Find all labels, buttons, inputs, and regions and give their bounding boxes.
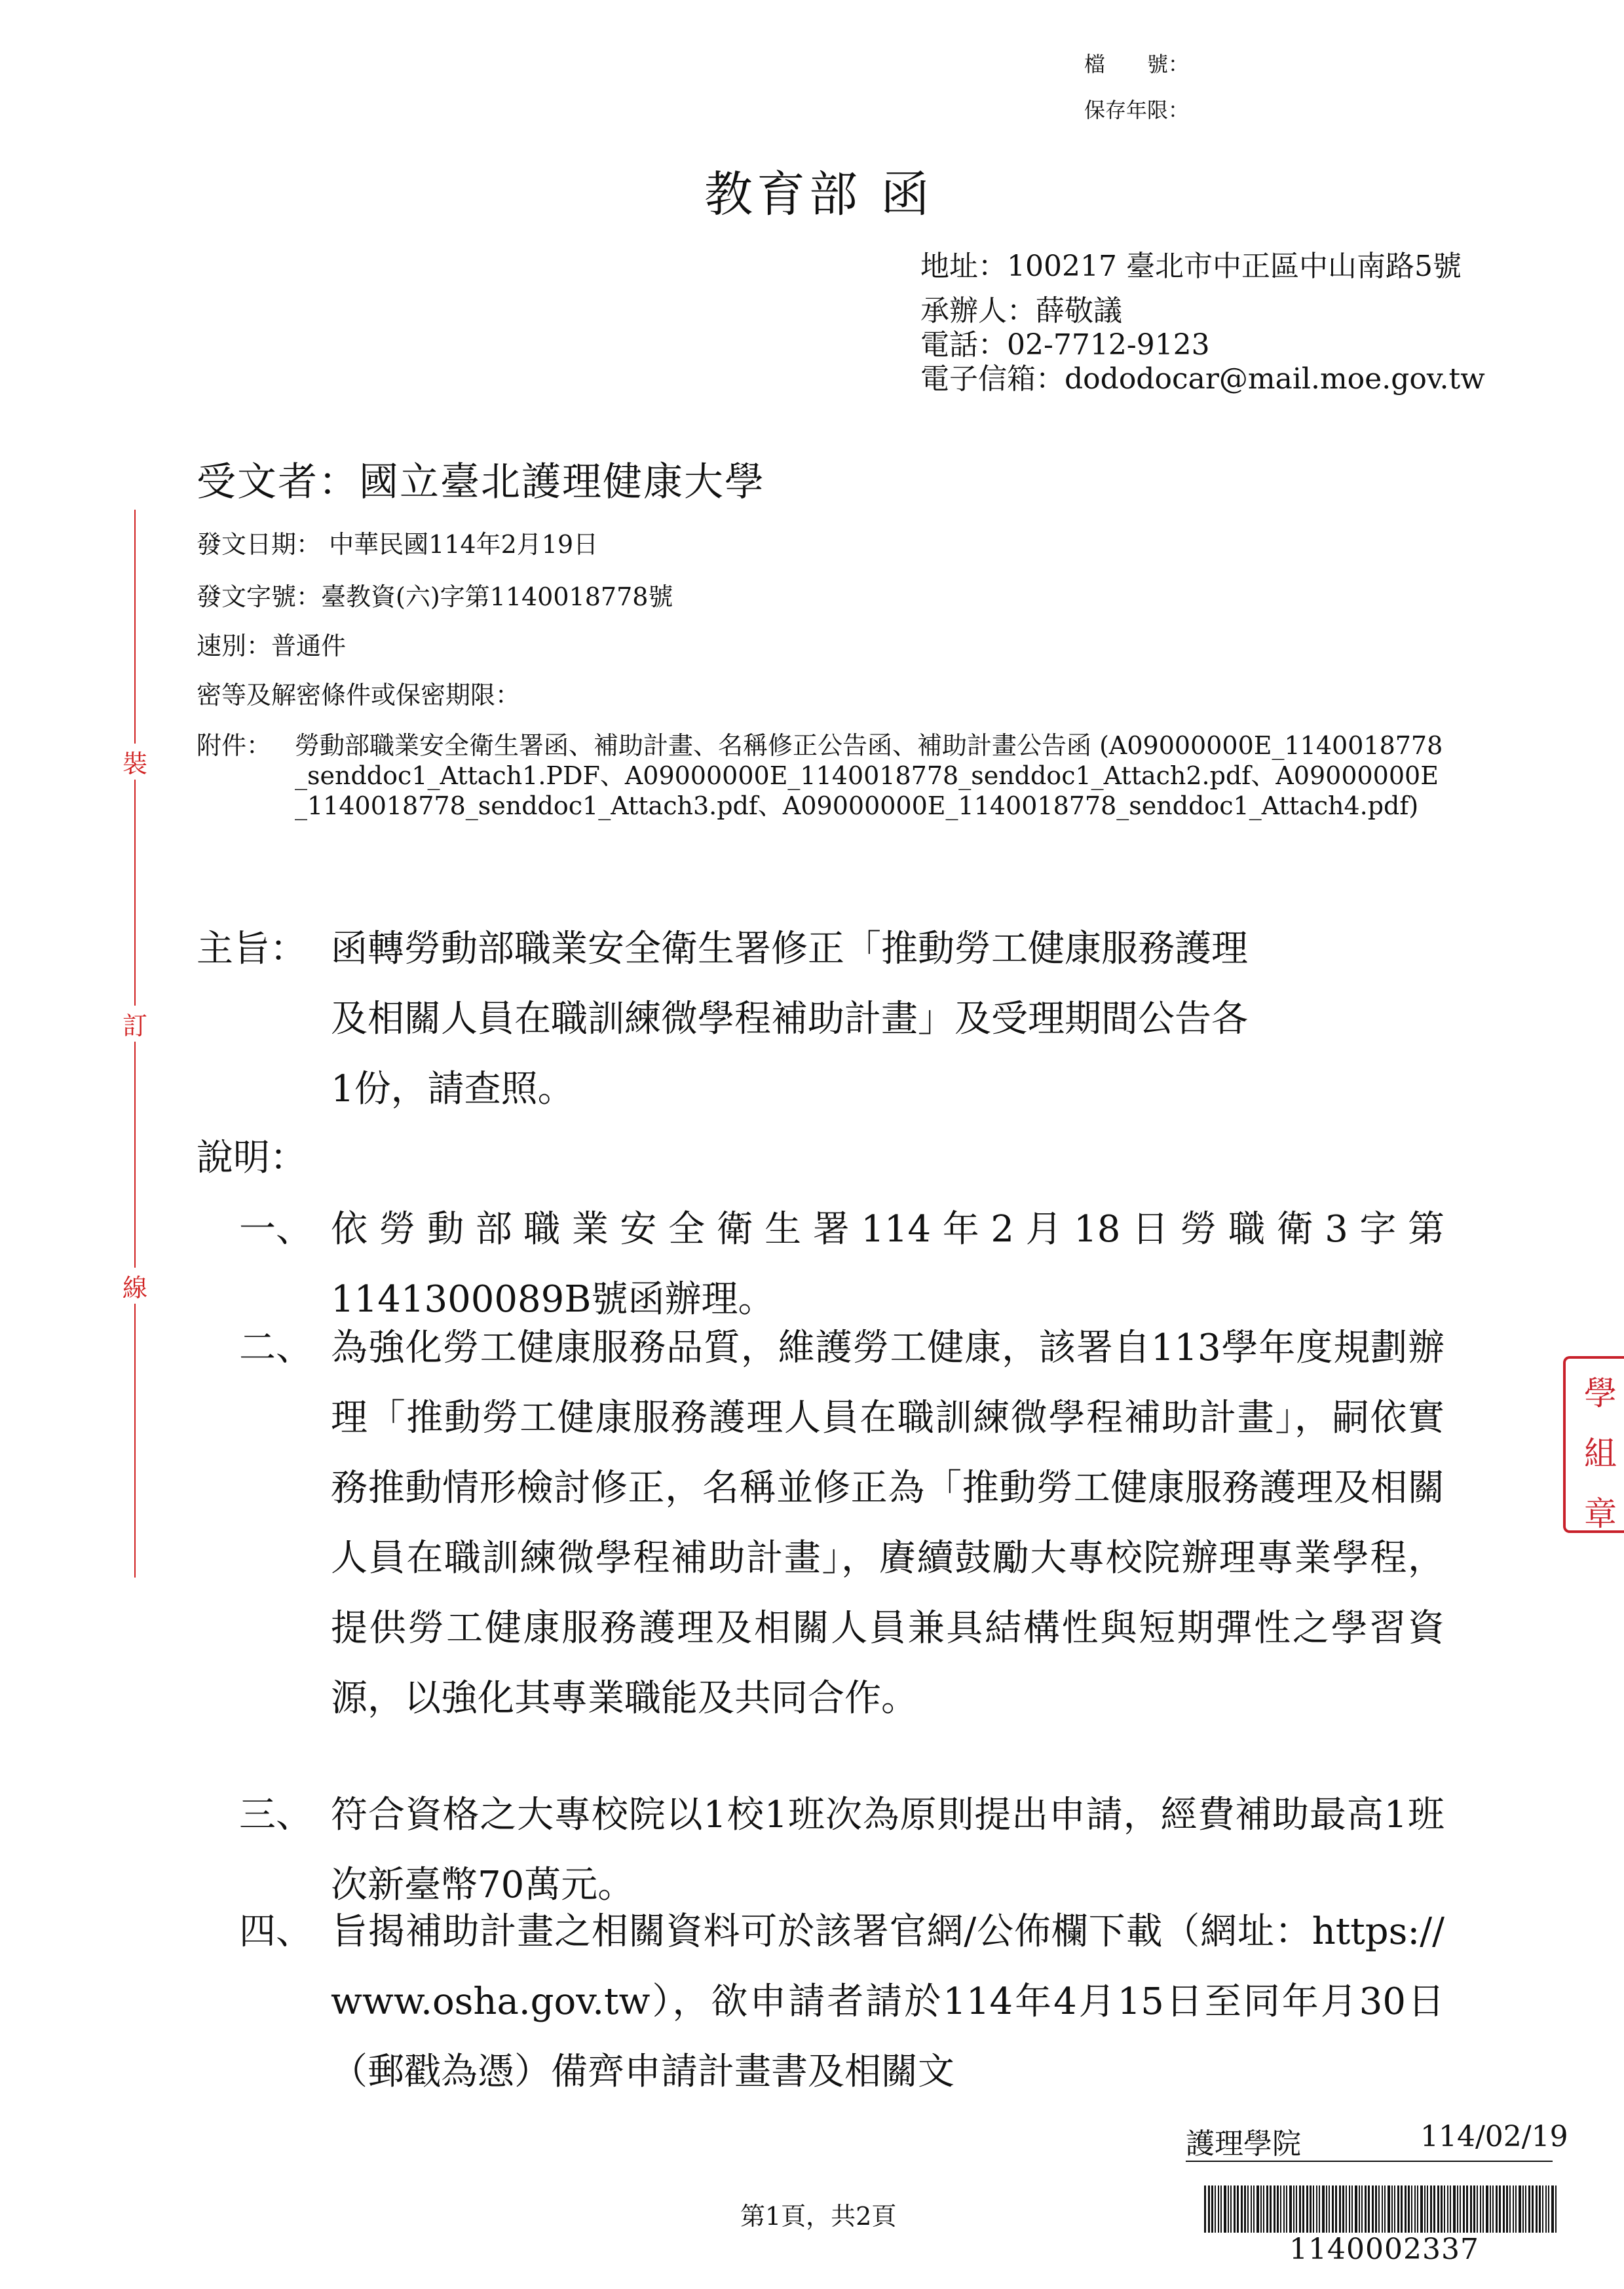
barcode-bar (1496, 2185, 1498, 2233)
barcode-bar (1283, 2185, 1285, 2233)
barcode-bar (1522, 2185, 1524, 2233)
barcode-bar (1450, 2185, 1451, 2233)
barcode-bar (1339, 2185, 1341, 2233)
barcode-bar (1204, 2185, 1206, 2233)
barcode-bar (1208, 2185, 1210, 2233)
barcode-bar (1355, 2185, 1357, 2233)
barcode-bar (1322, 2185, 1325, 2233)
barcode-bar (1424, 2185, 1426, 2233)
barcode-bar (1420, 2185, 1423, 2233)
barcode-bar (1244, 2185, 1246, 2233)
barcode-bar (1368, 2185, 1370, 2233)
barcode-bar (1253, 2185, 1255, 2233)
barcode-bar (1542, 2185, 1543, 2233)
barcode-bar (1490, 2185, 1491, 2233)
barcode-bar (1316, 2185, 1317, 2233)
barcode-bar (1414, 2185, 1416, 2233)
explanation-label: 說明： (197, 1137, 307, 1179)
item-number: 二、 (239, 1327, 312, 1369)
barcode-bar (1499, 2185, 1501, 2233)
barcode-bar (1548, 2185, 1549, 2233)
barcode-bar (1274, 2185, 1275, 2233)
subject-label: 主旨： (197, 928, 307, 970)
barcode-bar (1266, 2185, 1268, 2233)
issue-date: 發文日期： 中華民國114年2月19日 (197, 530, 599, 559)
receiving-unit: 護理學院 (1186, 2127, 1301, 2161)
attachment-list: 勞動部職業安全衛生署函、補助計畫、名稱修正公告函、補助計畫公告函 (A09000000E_1140018778_senddoc1_Attach1.PDF、A09000000E_1140018778_senddoc1_Attach2.pdf、A09000000E_1140018778_senddoc1_Attach3.pdf、A09000000E_1140018778_senddoc1_Attach4.pdf) (295, 731, 1443, 820)
barcode-bar (1351, 2185, 1353, 2233)
barcode-bar (1335, 2185, 1337, 2233)
barcode-bar (1263, 2185, 1264, 2233)
retention-period-label: 保存年限： (1084, 98, 1190, 123)
barcode-bar (1470, 2185, 1472, 2233)
barcode-bar (1486, 2185, 1488, 2233)
barcode-bar (1302, 2185, 1304, 2233)
barcode-bar (1270, 2185, 1272, 2233)
barcode-bar (1388, 2185, 1390, 2233)
document-number: 發文字號：臺教資(六)字第1140018778號 (197, 582, 673, 611)
barcode-bar (1463, 2185, 1465, 2233)
barcode-bar (1401, 2185, 1403, 2233)
item-number: 一、 (239, 1208, 312, 1251)
secrecy-level: 密等及解密條件或保密期限： (197, 681, 521, 709)
barcode-bar (1228, 2185, 1229, 2233)
page-number: 第1頁，共2頁 (740, 2202, 897, 2231)
barcode-bar (1277, 2185, 1279, 2233)
barcode-bar (1319, 2185, 1320, 2233)
barcode-bar (1299, 2185, 1301, 2233)
barcode-bar (1444, 2185, 1445, 2233)
barcode-bar (1310, 2185, 1312, 2233)
barcode-bar (1536, 2185, 1538, 2233)
document-title: 教育部 函 (704, 166, 934, 223)
barcode-bar (1211, 2185, 1213, 2233)
barcode-bar (1234, 2185, 1236, 2233)
barcode-bar (1473, 2185, 1475, 2233)
barcode-bar (1411, 2185, 1412, 2233)
barcode-bar (1539, 2185, 1541, 2233)
barcode-bar (1218, 2185, 1219, 2233)
item-number: 四、 (239, 1910, 312, 1953)
subject-line: 1份，請查照。 (331, 1068, 575, 1110)
barcode-bar (1515, 2185, 1517, 2233)
barcode-bar (1482, 2185, 1484, 2233)
recipient: 受文者：國立臺北護理健康大學 (197, 459, 765, 505)
barcode-bar (1528, 2185, 1530, 2233)
barcode-bar (1365, 2185, 1367, 2233)
barcode-bar (1342, 2185, 1344, 2233)
barcode-bar (1230, 2185, 1232, 2233)
email: 電子信箱：dododocar@mail.moe.gov.tw (920, 362, 1485, 396)
barcode-bar (1447, 2185, 1448, 2233)
barcode-bar (1427, 2185, 1428, 2233)
barcode-bar (1509, 2185, 1511, 2233)
barcode-bar (1506, 2185, 1508, 2233)
seal-char: 學 (1584, 1374, 1617, 1412)
barcode-bar (1241, 2185, 1243, 2233)
barcode-bar (1513, 2185, 1514, 2233)
barcode-bar (1346, 2185, 1347, 2233)
explanation-item: 為強化勞工健康服務品質，維護勞工健康，該署自113學年度規劃辦理「推動勞工健康服務護理人員在職訓練微學程補助計畫」，嗣依實務推動情形檢討修正，名稱並修正為「推動勞工健康服務護理及相關人員在職訓練微學程補助計畫」，賡續鼓勵大專校院辦理專業學程，提供勞工健康服務護理及相關人員兼具結構性與短期彈性之學習資源，以強化其專業職能及共同合作。 (331, 1327, 1445, 1720)
barcode-bar (1260, 2185, 1262, 2233)
barcode-bar (1378, 2185, 1380, 2233)
explanation-item: 依勞動部職業安全衛生署114年2月18日勞職衛3字第1141300089B號函辦理。 (331, 1208, 1445, 1321)
barcode-bar (1224, 2185, 1226, 2233)
receiving-date: 114/02/19 (1420, 2120, 1568, 2153)
barcode-bar (1280, 2185, 1281, 2233)
barcode-bar (1532, 2185, 1534, 2233)
barcode-bar (1503, 2185, 1505, 2233)
barcode-bar (1384, 2185, 1386, 2233)
barcode-bar (1349, 2185, 1350, 2233)
barcode-bar (1466, 2185, 1468, 2233)
subject-line: 函轉勞動部職業安全衛生署修正「推動勞工健康服務護理 (331, 928, 1248, 970)
barcode-bar (1480, 2185, 1481, 2233)
binding-mark-zhuang: 裝 (122, 744, 148, 780)
barcode-bar (1382, 2185, 1383, 2233)
barcode-bar (1313, 2185, 1314, 2233)
seal-char: 章 (1584, 1495, 1617, 1533)
barcode-bar (1437, 2185, 1439, 2233)
barcode (1204, 2185, 1558, 2233)
barcode-bar (1433, 2185, 1435, 2233)
barcode-bar (1397, 2185, 1399, 2233)
barcode-bar (1237, 2185, 1239, 2233)
barcode-bar (1441, 2185, 1443, 2233)
barcode-bar (1375, 2185, 1377, 2233)
stamp-divider (1186, 2161, 1553, 2162)
seal-char: 組 (1584, 1435, 1617, 1473)
barcode-bar (1453, 2185, 1456, 2233)
barcode-bar (1286, 2185, 1287, 2233)
address: 地址：100217 臺北市中正區中山南路5號 (920, 250, 1462, 283)
barcode-bar (1405, 2185, 1407, 2233)
barcode-bar (1251, 2185, 1252, 2233)
barcode-bar (1430, 2185, 1432, 2233)
barcode-bar (1361, 2185, 1363, 2233)
barcode-bar (1551, 2185, 1554, 2233)
barcode-bar (1457, 2185, 1458, 2233)
barcode-bar (1519, 2185, 1521, 2233)
barcode-bar (1477, 2185, 1478, 2233)
barcode-bar (1306, 2185, 1308, 2233)
barcode-bar (1293, 2185, 1294, 2233)
barcode-bar (1372, 2185, 1374, 2233)
item-number: 三、 (239, 1794, 312, 1836)
barcode-bar (1247, 2185, 1249, 2233)
barcode-bar (1215, 2185, 1216, 2233)
barcode-bar (1326, 2185, 1327, 2233)
barcode-bar (1545, 2185, 1547, 2233)
phone: 電話：02-7712-9123 (920, 328, 1210, 362)
barcode-bar (1220, 2185, 1222, 2233)
file-number-label: 檔 號： (1084, 52, 1190, 77)
red-seal-stamp (1563, 1356, 1624, 1533)
attachment-label: 附件： (197, 731, 272, 760)
binding-mark-ding: 訂 (122, 1006, 148, 1042)
barcode-bar (1525, 2185, 1526, 2233)
handler: 承辦人：薛敬議 (920, 294, 1122, 328)
barcode-bar (1492, 2185, 1494, 2233)
barcode-bar (1394, 2185, 1395, 2233)
barcode-bar (1460, 2185, 1461, 2233)
explanation-item: 旨揭補助計畫之相關資料可於該署官網/公佈欄下載（網址：https://www.osha.gov.tw），欲申請者請於114年4月15日至同年月30日（郵戳為憑）備齊申請計畫書及相關文 (331, 1910, 1445, 2093)
barcode-bar (1296, 2185, 1297, 2233)
barcode-bar (1329, 2185, 1330, 2233)
subject-line: 及相關人員在職訓練微學程補助計畫」及受理期間公告各 (331, 998, 1248, 1040)
barcode-bar (1359, 2185, 1360, 2233)
speed-class: 速別：普通件 (197, 632, 347, 660)
barcode-bar (1417, 2185, 1418, 2233)
barcode-bar (1289, 2185, 1292, 2233)
barcode-bar (1332, 2185, 1334, 2233)
barcode-number: 1140002337 (1289, 2233, 1479, 2266)
binding-line (134, 510, 136, 1578)
binding-mark-xian: 線 (122, 1268, 148, 1304)
barcode-bar (1555, 2185, 1557, 2233)
barcode-bar (1408, 2185, 1410, 2233)
barcode-bar (1256, 2185, 1259, 2233)
explanation-item: 符合資格之大專校院以1校1班次為原則提出申請，經費補助最高1班次新臺幣70萬元。 (331, 1794, 1445, 1906)
barcode-bar (1391, 2185, 1393, 2233)
